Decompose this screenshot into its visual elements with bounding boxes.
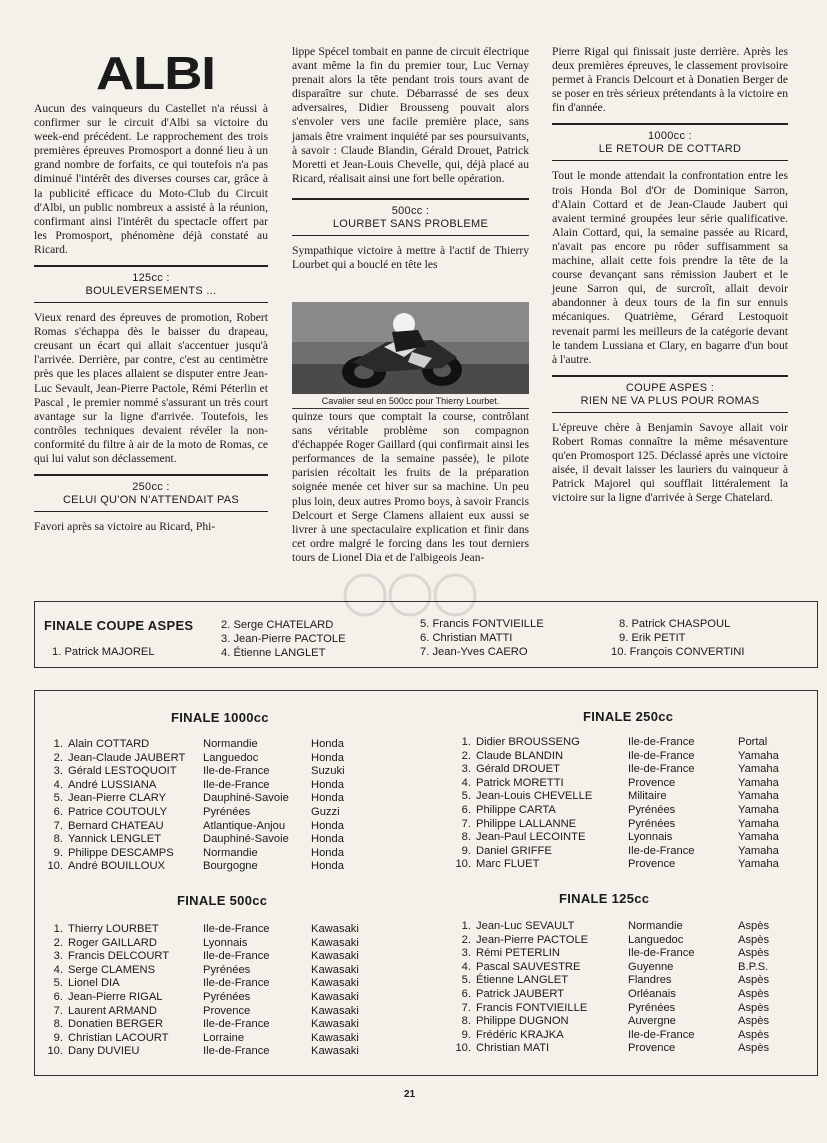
article-column-2-cont: [292, 410, 529, 565]
result-row: [455, 845, 798, 859]
rider-region: Provence: [628, 858, 676, 871]
result-row: [47, 833, 371, 847]
result-position: 9.: [53, 1031, 63, 1044]
result-row: [455, 988, 798, 1002]
section-heading-line: 1000cc :: [648, 130, 692, 143]
motorcycle-racer-photo: [292, 302, 529, 394]
rider-make: Yamaha: [738, 749, 779, 762]
rider-name: Jean-Pierre CLARY: [68, 792, 167, 805]
result-position: 1.: [53, 923, 63, 935]
rider-name: Alain COTTARD: [68, 738, 150, 750]
rider-name: Francis DELCOURT: [68, 950, 170, 963]
rider-make: Honda: [311, 846, 344, 859]
rider-name: Gérald DROUET: [476, 763, 560, 776]
result-row: [47, 752, 371, 766]
aspes-entry: 7. Jean-Yves CAERO: [420, 646, 528, 658]
article-column-1: [34, 102, 268, 534]
result-position: 6.: [53, 805, 63, 818]
result-position: 1.: [461, 736, 471, 748]
paragraph-1000: Tout le monde attendait la confrontation entre les trois Honda Bol d'Or de Dominique Sarron, d'Alain Cottard et de Jean-Claude Jaubert qui avaient terminé groupées leur série qualificative. Alain Cottard, qui, la semaine passée au Ricard, n'avait pas encore pu rôder suffisamment sa machine, allait cette fois prendre la tête de la course devançant sans rémission Jaubert et le jeune Sarron qui, de surcroît, allait devoir abandonner à deux tours de la fin sur ennuis mécaniques. Quatrième, Gérard Lestoquoit revenait parmi les meilleurs de la catégorie devant le tandem Lussiana et Clary, en bagarre d'un bout à l'autre.: [552, 169, 788, 366]
section-heading-line: 500cc :: [391, 204, 430, 217]
rider-make: Yamaha: [738, 858, 779, 871]
article-column-2: [292, 45, 529, 272]
rider-make: Aspès: [738, 1042, 770, 1055]
rider-name: André LUSSIANA: [68, 778, 157, 791]
result-position: 9.: [53, 846, 63, 859]
rider-region: Orléanais: [628, 987, 676, 1000]
section-heading-line: CELUI QU'ON N'ATTENDAIT PAS: [62, 494, 240, 507]
rider-region: Provence: [628, 776, 676, 789]
finale-250-title: FINALE 250cc: [583, 709, 674, 724]
rider-name: Patrick MORETTI: [476, 776, 564, 789]
rider-make: Kawasaki: [311, 963, 359, 976]
rider-region: Ile-de-France: [628, 763, 695, 776]
finale-coupe-aspes-box: [34, 601, 818, 668]
section-heading-125: [34, 265, 268, 303]
result-position: 8.: [461, 1015, 471, 1028]
result-position: 2.: [53, 936, 63, 949]
rider-name: Daniel GRIFFE: [476, 844, 552, 857]
section-heading-line: 125cc :: [132, 272, 170, 285]
rider-region: Atlantique-Anjou: [203, 819, 286, 832]
rider-make: Portal: [738, 736, 768, 748]
rider-name: Étienne LANGLET: [476, 974, 569, 987]
page-number: 21: [404, 1089, 416, 1100]
rider-region: Pyrénées: [628, 1001, 676, 1014]
rider-make: Kawasaki: [311, 1031, 359, 1044]
rider-region: Ile-de-France: [203, 765, 270, 778]
result-position: 6.: [53, 990, 63, 1003]
result-position: 4.: [53, 963, 63, 976]
rider-region: Ile-de-France: [203, 977, 270, 990]
result-row: [455, 934, 798, 948]
section-heading-line: LOURBET SANS PROBLEME: [332, 217, 489, 230]
rider-region: Provence: [203, 1004, 251, 1017]
result-row: [47, 991, 371, 1005]
rider-make: Kawasaki: [311, 977, 359, 990]
aspes-entry: 1. Patrick MAJOREL: [52, 646, 155, 658]
result-position: 1.: [53, 738, 63, 750]
rider-make: Aspès: [738, 947, 770, 960]
rider-make: Aspès: [738, 933, 770, 946]
rider-name: Philippe CARTA: [476, 803, 556, 816]
rider-name: Marc FLUET: [476, 858, 540, 871]
aspes-entry: 10. François CONVERTINI: [611, 646, 745, 658]
rider-name: Jean-Claude JAUBERT: [68, 751, 186, 764]
rider-region: Pyrénées: [203, 963, 251, 976]
rider-name: Pascal SAUVESTRE: [476, 960, 581, 973]
aspes-entry: 5. Francis FONTVIEILLE: [420, 618, 544, 630]
rider-make: Yamaha: [738, 776, 779, 789]
rider-region: Guyenne: [628, 960, 674, 973]
article-column-3: [552, 45, 788, 505]
result-row: [455, 920, 798, 934]
result-position: 3.: [461, 947, 471, 960]
rider-region: Flandres: [628, 974, 672, 987]
result-position: 5.: [461, 974, 471, 987]
section-heading-line: LE RETOUR DE COTTARD: [598, 143, 742, 156]
result-position: 10.: [455, 1042, 471, 1055]
rider-name: Jean-Pierre RIGAL: [68, 990, 163, 1003]
rider-name: Philippe DUGNON: [476, 1015, 569, 1028]
rider-make: B.P.S.: [738, 960, 769, 973]
rider-name: Donatien BERGER: [68, 1018, 164, 1031]
result-row: [455, 790, 798, 804]
rider-make: Aspès: [738, 987, 770, 1000]
rider-name: Dany DUVIEU: [68, 1045, 140, 1058]
rider-region: Ile-de-France: [203, 778, 270, 791]
result-row: [47, 950, 371, 964]
result-row: [455, 736, 798, 750]
rider-region: Dauphiné-Savoie: [203, 833, 289, 846]
rider-make: Honda: [311, 833, 344, 846]
rider-region: Ile-de-France: [628, 736, 695, 748]
section-heading-aspes: [552, 375, 788, 413]
result-position: 9.: [461, 1028, 471, 1041]
result-row: [47, 860, 371, 874]
result-position: 6.: [461, 987, 471, 1000]
section-heading-1000: [552, 123, 788, 161]
result-position: 2.: [461, 933, 471, 946]
rider-make: Kawasaki: [311, 1018, 359, 1031]
result-position: 7.: [461, 817, 471, 830]
section-heading-500: [292, 198, 529, 236]
rider-name: Bernard CHATEAU: [68, 819, 164, 832]
result-position: 8.: [53, 1018, 63, 1031]
result-position: 2.: [53, 751, 63, 764]
result-row: [455, 947, 798, 961]
result-row: [455, 858, 798, 872]
section-heading-250: [34, 474, 268, 512]
finale-125-table: [455, 920, 798, 1056]
result-row: [47, 738, 371, 752]
paragraph-aspes: L'épreuve chère à Benjamin Savoye allait voir Robert Romas connaître la même mésaventure qu'en Promosport 125. Déclassé après une victoire aisée, il devait laisser les lauriers du vainqueur à Patrick Majorel qui soufflait littéralement la victoire sur la ligne d'arrivée à Serge Chatelard.: [552, 420, 788, 505]
result-position: 1.: [461, 920, 471, 932]
aspes-entry: 8. Patrick CHASPOUL: [619, 618, 731, 630]
result-row: [455, 1015, 798, 1029]
finale-1000-table: [47, 738, 371, 874]
rider-name: Rémi PETERLIN: [476, 947, 560, 960]
rider-name: André BOUILLOUX: [68, 860, 166, 873]
rider-name: Philippe LALLANNE: [476, 817, 577, 830]
rider-make: Aspès: [738, 1015, 770, 1028]
rider-make: Kawasaki: [311, 950, 359, 963]
result-position: 3.: [461, 763, 471, 776]
rider-region: Ile-de-France: [628, 749, 695, 762]
rider-make: Yamaha: [738, 763, 779, 776]
rider-make: Yamaha: [738, 844, 779, 857]
result-position: 5.: [53, 792, 63, 805]
result-row: [455, 763, 798, 777]
rider-region: Normandie: [628, 920, 683, 932]
rider-name: Philippe DESCAMPS: [68, 846, 174, 859]
result-position: 9.: [461, 844, 471, 857]
result-row: [47, 806, 371, 820]
result-row: [455, 961, 798, 975]
paragraph-250-cont: lippe Spécel tombait en panne de circuit électrique avant même la fin du premier tour, Luc Vernay prenait alors la tête pendant trois tours avant de disparaître sur chute. Débarrassé de ses deux adversaires, Didier Brousseng pouvait alors s'envoler vers une facile première place, sans jamais être vraiment inquiété par ses poursuivants, à savoir : Claude Blandin, Gérald Drouet, Patrick Moretti et Jean-Louis Chevelle, qui, déjà placé au Ricard, réalisait ainsi une fort belle opération.: [292, 45, 529, 185]
rider-make: Kawasaki: [311, 1045, 359, 1058]
paragraph-500-start: Sympathique victoire à mettre à l'actif de Thierry Lourbet qui a bouclé en tête les: [292, 243, 529, 272]
rider-name: Christian MATI: [476, 1042, 550, 1055]
result-row: [47, 1018, 371, 1032]
section-heading-line: BOULEVERSEMENTS ...: [85, 285, 217, 298]
result-row: [47, 765, 371, 779]
rider-region: Pyrénées: [628, 817, 676, 830]
rider-make: Honda: [311, 860, 344, 873]
result-position: 4.: [461, 776, 471, 789]
section-heading-line: RIEN NE VA PLUS POUR ROMAS: [580, 394, 760, 407]
rider-name: Thierry LOURBET: [68, 923, 159, 935]
result-row: [47, 792, 371, 806]
paragraph-500-cont: quinze tours que comptait la course, contrôlant sans véritable problème son compagnon d'échappée Roger Gaillard (qui confirmait ainsi les performances de la semaine passée), le pilote parisien récoltait les fruits de la préparation soignée menée cet hiver sur sa machine. Un peu plus loin, deux autres Promo boys, à savoir Francis Delcourt et Serge Clamens allaient eux aussi se livrer à une spectaculaire explication et finir dans cet ordre malgré le forcing dans les tout derniers tours de Lionel Dia et de l'albigeois Jean-: [292, 410, 529, 564]
result-row: [47, 1045, 371, 1059]
rider-make: Suzuki: [311, 765, 345, 778]
result-position: 7.: [53, 819, 63, 832]
section-heading-line: COUPE ASPES :: [625, 381, 715, 394]
result-row: [455, 818, 798, 832]
intro-paragraph: Aucun des vainqueurs du Castellet n'a réussi à confirmer sur le circuit d'Albi sa victoire du week-end précédent. Le rapprochement des trois premières épreuves Promosport a donné lieu à un grand nombre de forfaits, ce qui toutefois n'a pas diminué l'intérêt des diverses courses car, grâce à la publicité efficace du Moto-Club du Circuit d'Albi, un public nombreux a assisté à la réunion, confirmant ainsi l'intérêt du spectacle offert par les Promosport, phénomène déjà constaté au Ricard.: [34, 102, 268, 256]
result-row: [47, 779, 371, 793]
rider-make: Aspès: [738, 1001, 770, 1014]
rider-name: Jean-Louis CHEVELLE: [476, 790, 593, 803]
rider-region: Lyonnais: [203, 936, 248, 949]
rider-name: Roger GAILLARD: [68, 936, 157, 949]
rider-make: Aspès: [738, 1028, 770, 1041]
rider-region: Languedoc: [628, 933, 684, 946]
result-row: [455, 1002, 798, 1016]
result-row: [47, 1032, 371, 1046]
result-row: [455, 1029, 798, 1043]
finale-1000-title: FINALE 1000cc: [171, 710, 269, 725]
rider-make: Kawasaki: [311, 990, 359, 1003]
result-row: [47, 977, 371, 991]
rider-region: Ile-de-France: [203, 923, 270, 935]
result-position: 4.: [53, 778, 63, 791]
rider-name: Didier BROUSSENG: [476, 736, 580, 748]
rider-region: Ile-de-France: [203, 950, 270, 963]
rider-make: Kawasaki: [311, 936, 359, 949]
result-position: 5.: [53, 977, 63, 990]
rider-make: Yamaha: [738, 831, 779, 844]
result-row: [455, 831, 798, 845]
rider-name: Jean-Luc SEVAULT: [476, 920, 575, 932]
result-position: 8.: [461, 831, 471, 844]
aspes-entry: 6. Christian MATTI: [420, 632, 513, 644]
finale-250-table: [455, 736, 798, 872]
result-row: [47, 937, 371, 951]
rider-make: Honda: [311, 819, 344, 832]
finale-500-title: FINALE 500cc: [177, 893, 268, 908]
aspes-entry: 2. Serge CHATELARD: [221, 619, 334, 631]
rider-name: Patrice COUTOULY: [68, 805, 168, 818]
rider-name: Frédéric KRAJKA: [476, 1028, 564, 1041]
result-position: 10.: [47, 1045, 63, 1058]
result-row: [47, 1005, 371, 1019]
finale-aspes-title: FINALE COUPE ASPES: [44, 618, 194, 633]
result-position: 8.: [53, 833, 63, 846]
rider-name: Jean-Paul LECOINTE: [476, 831, 586, 844]
rider-make: Aspès: [738, 974, 770, 987]
result-position: 6.: [461, 803, 471, 816]
aspes-entry: 4. Étienne LANGLET: [221, 647, 326, 659]
rider-make: Kawasaki: [311, 923, 359, 935]
rider-name: Gérald LESTOQUOIT: [68, 765, 177, 778]
result-row: [455, 974, 798, 988]
photo-caption: Cavalier seul en 500cc pour Thierry Lourbet.: [321, 396, 500, 406]
rider-region: Provence: [628, 1042, 676, 1055]
rider-region: Pyrénées: [203, 805, 251, 818]
result-row: [47, 820, 371, 834]
rider-name: Christian LACOURT: [68, 1031, 169, 1044]
finale-500-table: [47, 923, 371, 1059]
rider-name: Laurent ARMAND: [68, 1004, 157, 1017]
section-heading-line: 250cc :: [132, 481, 170, 494]
page-title: ALBI: [96, 47, 215, 99]
paragraph-250-start: Favori après sa victoire au Ricard, Phi-: [34, 520, 216, 534]
rider-name: Lionel DIA: [68, 977, 120, 990]
rider-region: Militaire: [628, 790, 667, 803]
result-position: 10.: [455, 858, 471, 871]
rider-make: Honda: [311, 778, 344, 791]
rider-region: Ile-de-France: [203, 1018, 270, 1031]
rider-make: Kawasaki: [311, 1004, 359, 1017]
rider-region: Lorraine: [203, 1031, 245, 1044]
caption-rule: [292, 408, 529, 409]
result-row: [47, 923, 371, 937]
rider-region: Ile-de-France: [628, 947, 695, 960]
rider-make: Guzzi: [311, 805, 340, 818]
rider-make: Honda: [311, 792, 344, 805]
rider-region: Ile-de-France: [628, 844, 695, 857]
aspes-entry: 3. Jean-Pierre PACTOLE: [221, 633, 346, 645]
result-position: 5.: [461, 790, 471, 803]
rider-name: Serge CLAMENS: [68, 963, 156, 976]
rider-region: Ile-de-France: [628, 1028, 695, 1041]
rider-region: Bourgogne: [203, 860, 258, 873]
result-row: [455, 804, 798, 818]
rider-name: Francis FONTVIEILLE: [476, 1001, 588, 1014]
rider-region: Normandie: [203, 846, 258, 859]
finals-results-box: [34, 690, 818, 1076]
rider-make: Honda: [311, 751, 344, 764]
result-position: 7.: [53, 1004, 63, 1017]
rider-region: Auvergne: [628, 1015, 676, 1028]
paragraph-125: Vieux renard des épreuves de promotion, Robert Romas s'échappa dès le baisser du drapeau, creusant un écart qui allait s'accentuer jusqu'à l'arrivée. Derrière, par contre, c'est au centimètre près que les places allaient se disputer entre Jean-Luc Sevault, Jean-Pierre Pactole, Rémi Péterlin et Pascal , le premier nommé s'assurant un très court avantage sur la ligne d'arrivée. Toutefois, les contrôles techniques devaient révéler la non-conformité du filtre à air de la moto de Romas, ce qui lui valut son déclassement.: [34, 311, 268, 465]
result-position: 10.: [47, 860, 63, 873]
rider-region: Pyrénées: [203, 990, 251, 1003]
result-position: 4.: [461, 960, 471, 973]
result-position: 3.: [53, 950, 63, 963]
result-position: 3.: [53, 765, 63, 778]
rider-region: Languedoc: [203, 751, 259, 764]
rider-make: Yamaha: [738, 817, 779, 830]
rider-region: Ile-de-France: [203, 1045, 270, 1058]
result-row: [455, 1042, 798, 1056]
rider-name: Claude BLANDIN: [476, 749, 564, 762]
result-row: [455, 750, 798, 764]
result-row: [47, 847, 371, 861]
rider-make: Yamaha: [738, 790, 779, 803]
result-position: 2.: [461, 749, 471, 762]
aspes-entry: 9. Erik PETIT: [619, 632, 686, 644]
paragraph-500-end: Pierre Rigal qui finissait juste derrière. Après les deux premières épreuves, le classement provisoire permet à Francis Delcourt et à Donatien Berger de se poser en très sérieux prétendants à la victoire en fin d'année.: [552, 45, 788, 115]
result-position: 7.: [461, 1001, 471, 1014]
rider-make: Honda: [311, 738, 344, 750]
rider-make: Aspès: [738, 920, 770, 932]
rider-region: Pyrénées: [628, 803, 676, 816]
result-row: [455, 777, 798, 791]
rider-region: Normandie: [203, 738, 258, 750]
result-row: [47, 964, 371, 978]
rider-make: Yamaha: [738, 803, 779, 816]
finale-125-title: FINALE 125cc: [559, 891, 650, 906]
rider-name: Patrick JAUBERT: [476, 987, 565, 1000]
rider-name: Yannick LENGLET: [68, 833, 162, 846]
rider-region: Dauphiné-Savoie: [203, 792, 289, 805]
rider-region: Lyonnais: [628, 831, 673, 844]
rider-name: Jean-Pierre PACTOLE: [476, 933, 589, 946]
